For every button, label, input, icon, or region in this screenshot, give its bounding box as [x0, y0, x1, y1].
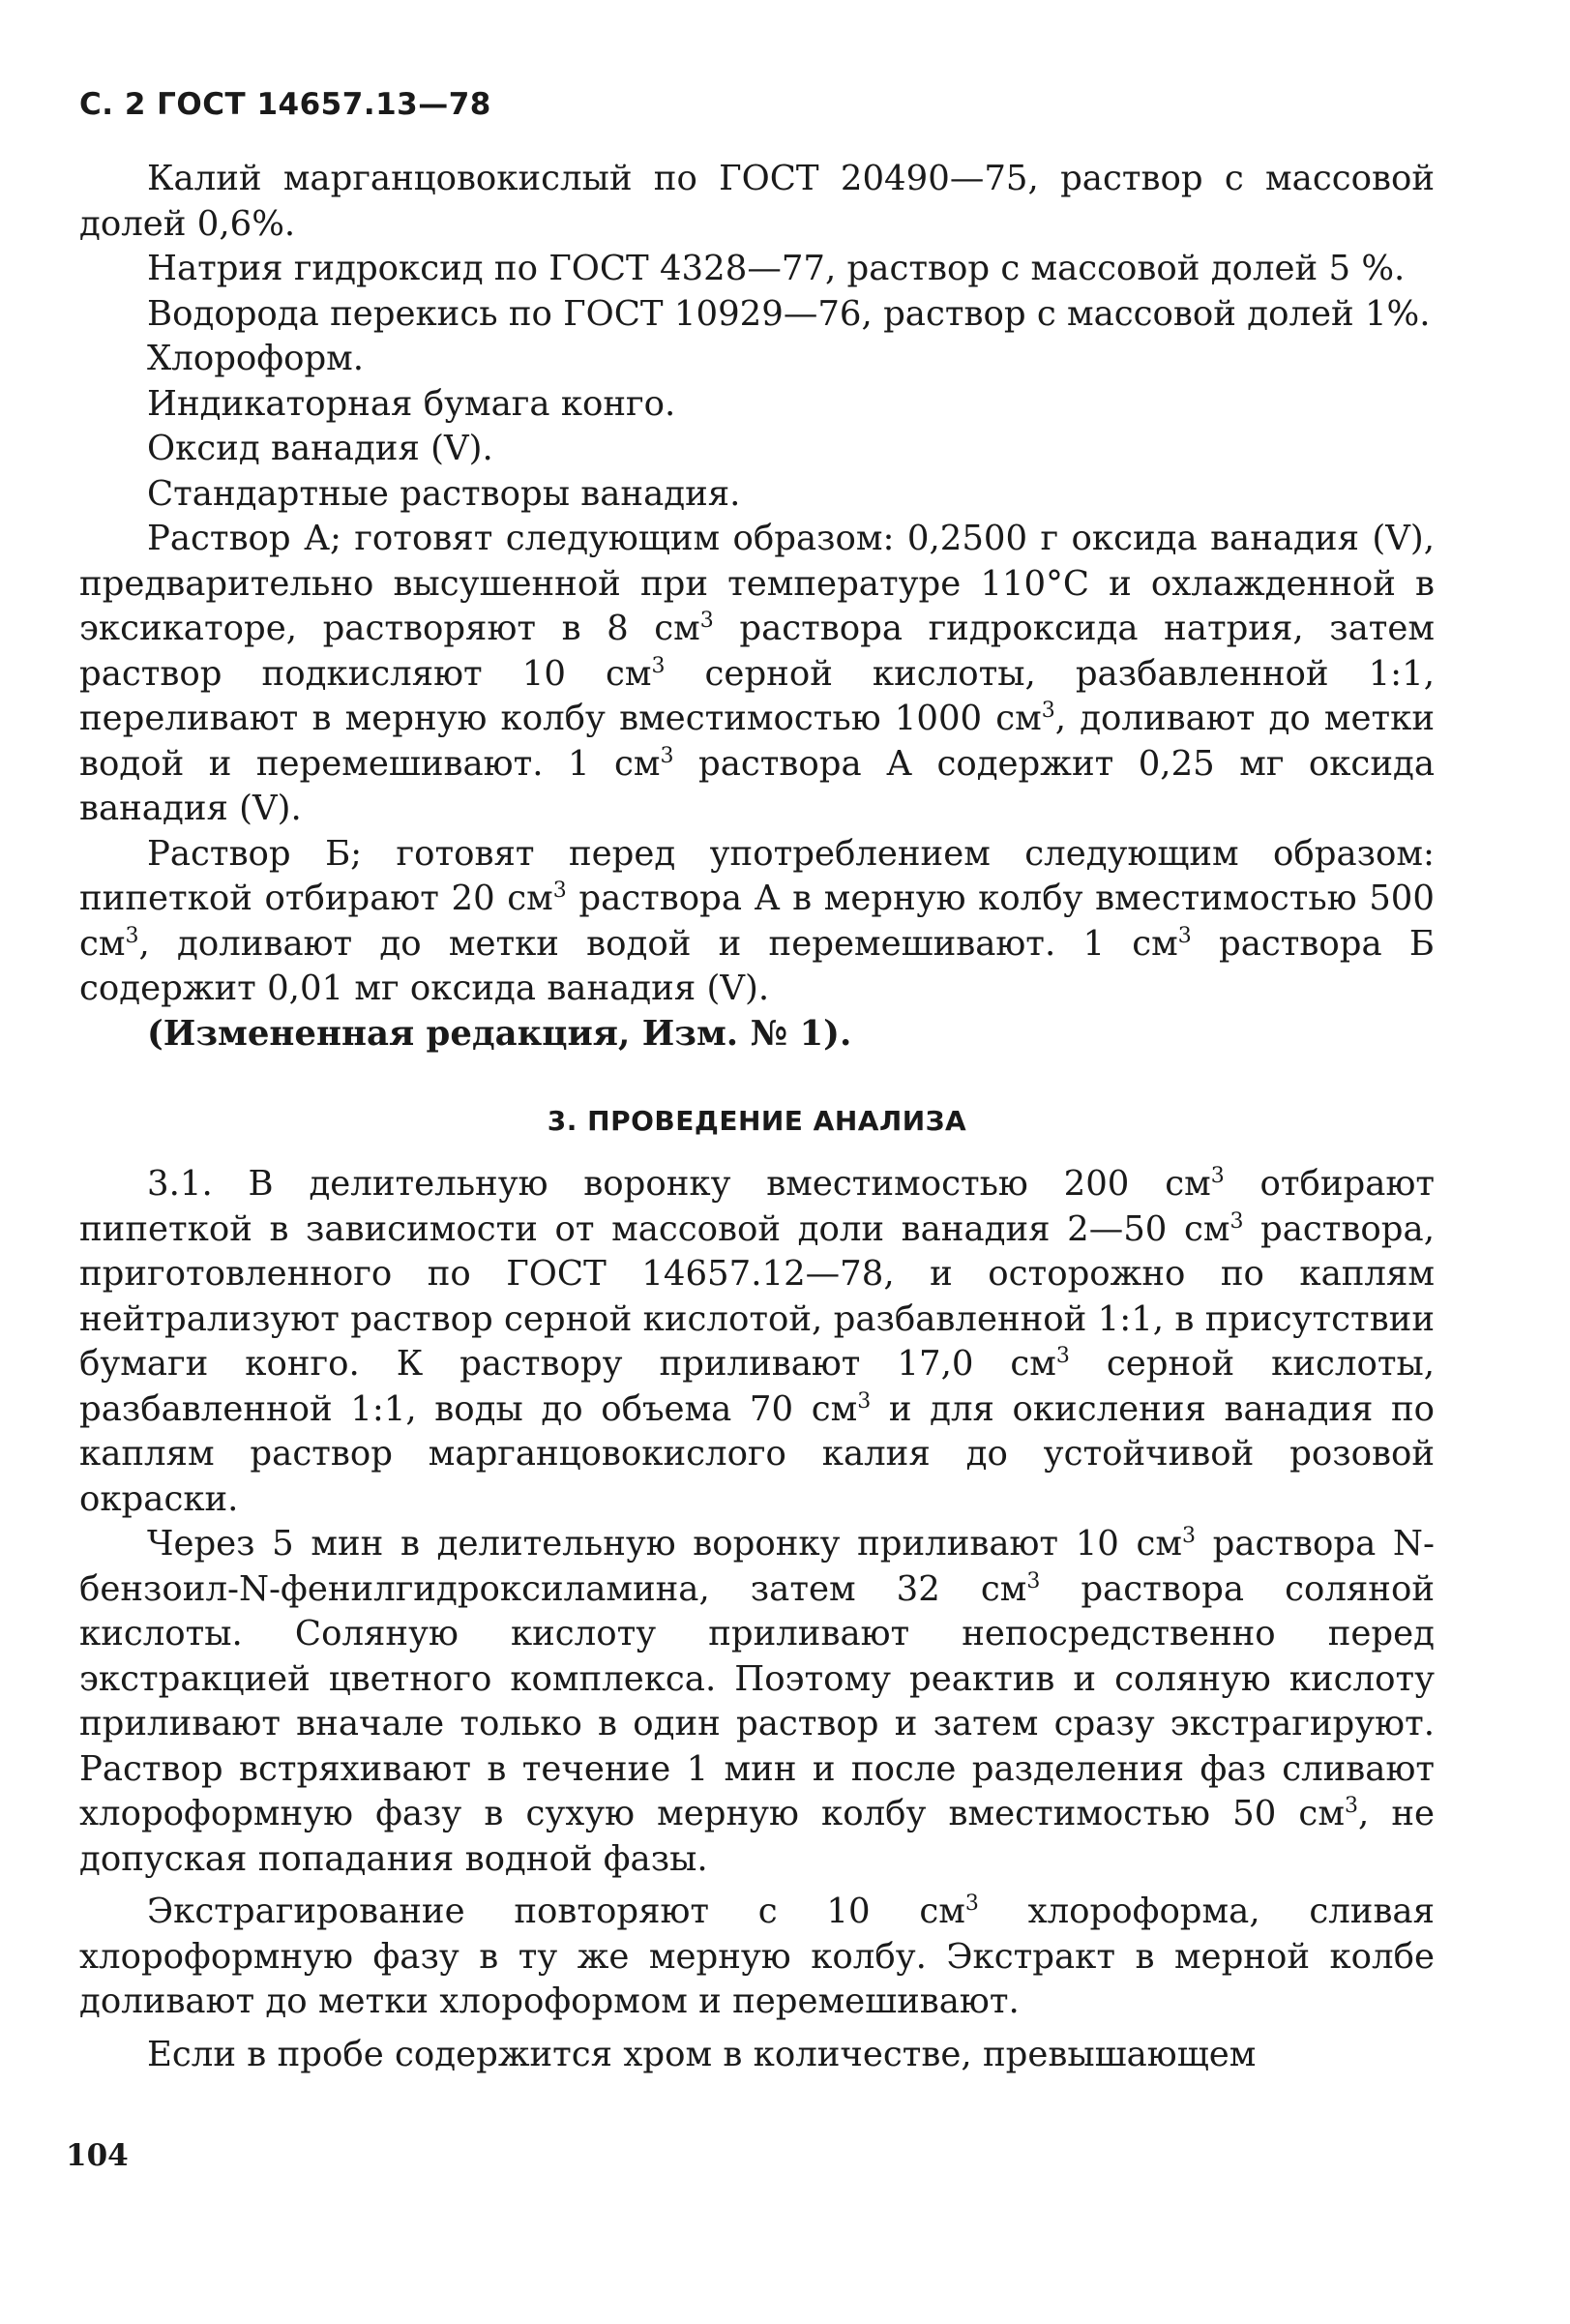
text-run: Раствор Б; готовят перед употреблением следующим образом: пипеткой отбирают 20 см	[79, 833, 1435, 918]
superscript: 3	[125, 923, 139, 948]
paragraph-extraction	[79, 1522, 1435, 1882]
reagent-vanadium-oxide: Оксид ванадия (V).	[147, 429, 493, 468]
superscript: 3	[1344, 1794, 1358, 1819]
superscript: 3	[1229, 1208, 1244, 1234]
superscript: 3	[651, 653, 666, 678]
text-run: раствора, приготовленного по ГОСТ 14657.12—78, и осторожно по каплям нейтрализуют раствор серной кислотой, разбавленной 1:1, в присутствии бумаги конго. К раствору приливают 17,0 см	[79, 1208, 1435, 1384]
superscript: 3	[699, 609, 714, 634]
text-run: раствора гидроксида натрия, затем раствор подкисляют 10 см	[79, 609, 1435, 694]
page-number: 104	[66, 2138, 129, 2173]
paragraph-3-1	[79, 1162, 1435, 1522]
text-run: , не допуская попадания водной фазы.	[79, 1794, 1435, 1879]
reagent-congo-paper: Индикаторная бумага конго.	[147, 383, 676, 424]
text-run: серной кислоты, разбавленной 1:1, воды до объема 70 см	[79, 1344, 1435, 1429]
text-run: раствора Б содержит 0,01 мг оксида ванадия (V).	[79, 923, 1435, 1008]
superscript: 3	[1055, 1344, 1070, 1369]
text-run: хлороформа, сливая хлороформную фазу в ту же мерную колбу. Экстракт в мерной колбе доливают до метки хлороформом и перемешивают.	[79, 1892, 1435, 2021]
superscript: 3	[1210, 1164, 1225, 1189]
text-run: раствора А в мерную колбу вместимостью 500 см	[79, 879, 1435, 964]
superscript: 3	[1041, 699, 1055, 724]
solution-a-paragraph	[79, 517, 1435, 832]
text-run: раствора N-бензоил-N-фенилгидроксиламина, затем 32 см	[79, 1524, 1435, 1609]
superscript: 3	[1182, 1524, 1196, 1549]
running-header: С. 2 ГОСТ 14657.13—78	[79, 87, 491, 122]
reagent-hydrogen-peroxide: Водорода перекись по ГОСТ 10929—76, раствор с массовой долей 1%.	[147, 293, 1431, 334]
reagent-standard-solutions: Стандартные растворы ванадия.	[147, 473, 741, 514]
superscript: 3	[857, 1388, 872, 1414]
superscript: 3	[1177, 923, 1192, 948]
text-run: , доливают до метки водой и перемешивают. 1 см	[79, 699, 1435, 784]
revision-note: (Измененная редакция, Изм. № 1).	[147, 1013, 852, 1054]
text-run: , доливают до метки водой и перемешивают. 1 см	[138, 923, 1178, 964]
text-run: Через 5 мин в делительную воронку приливают 10 см	[147, 1524, 1182, 1564]
reagent-sodium-hydroxide: Натрия гидроксид по ГОСТ 4328—77, раствор с массовой долей 5 %.	[147, 249, 1406, 288]
superscript: 3	[964, 1892, 979, 1917]
paragraph-chromium: Если в пробе содержится хром в количестве, превышающем	[147, 2034, 1257, 2074]
text-run: раствора А содержит 0,25 мг оксида ванадия (V).	[79, 743, 1436, 828]
reagents-list	[79, 157, 1435, 1057]
text-run: и для окисления ванадия по каплям раствор марганцовокислого калия до устойчивой розовой окраски.	[79, 1388, 1435, 1519]
section-heading: 3. ПРОВЕДЕНИЕ АНАЛИЗА	[547, 1105, 967, 1137]
text-run: Раствор А; готовят следующим образом: 0,2500 г оксида ванадия (V), предварительно высушенной при температуре 110°С и охлажденной в эксикаторе, растворяют в 8 см	[79, 519, 1435, 648]
superscript: 3	[660, 743, 674, 768]
paragraph-repeat-extraction	[79, 1890, 1435, 2025]
section-3-body	[79, 1162, 1435, 2077]
superscript: 3	[552, 879, 567, 904]
text-run: 3.1. В делительную воронку вместимостью 200 см	[147, 1164, 1211, 1204]
text-run: серной кислоты, разбавленной 1:1, переливают в мерную колбу вместимостью 1000 см	[79, 653, 1435, 738]
reagent-chloroform: Хлороформ.	[147, 339, 365, 378]
text-run: раствора соляной кислоты. Соляную кислоту приливают непосредственно перед экстракцией цветного комплекса. Поэтому реактив и соляную кислоту приливают вначале только в один раствор и затем сразу экстрагируют. Раствор встряхивают в течение 1 мин и после разделения фаз сливают хлороформную фазу в сухую мерную колбу вместимостью 50 см	[79, 1568, 1436, 1833]
text-run: Экстрагирование повторяют с 10 см	[147, 1892, 965, 1931]
text-run: отбирают пипеткой в зависимости от массовой доли ванадия 2—50 см	[79, 1164, 1435, 1249]
solution-b-paragraph	[79, 832, 1435, 1012]
reagent-potassium-permanganate: Калий марганцовокислый по ГОСТ 20490—75, раствор с массовой долей 0,6%.	[79, 159, 1435, 244]
superscript: 3	[1026, 1568, 1041, 1594]
